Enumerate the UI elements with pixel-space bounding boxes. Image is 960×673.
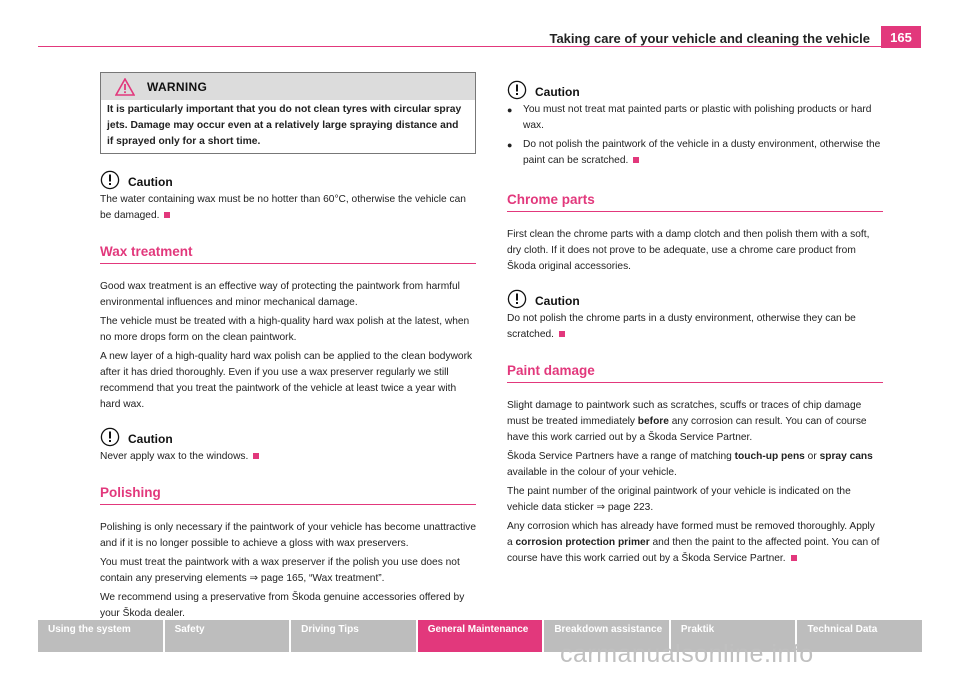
caution-icon: [507, 80, 527, 100]
caution-icon: [507, 289, 527, 309]
caution-title: Caution: [535, 85, 580, 99]
section-end-marker: [559, 331, 565, 337]
paragraph: The vehicle must be treated with a high-quality hard wax polish at the latest, when no more drops form on the clean paintwork.: [100, 316, 470, 343]
left-column: [100, 72, 476, 625]
caution-title: Caution: [128, 432, 173, 446]
nav-tab-safety[interactable]: Safety: [165, 620, 290, 652]
watermark: carmanualsonline.info: [560, 640, 814, 668]
caution-text: Never apply wax to the windows.: [100, 449, 476, 465]
paragraph: You must treat the paintwork with a wax preserver if the polish you use does not contain any preserving elements ⇒ page 165, “Wax treatment”.: [100, 557, 460, 584]
section-heading-paint-damage: Paint damage: [507, 363, 883, 383]
header-divider: [38, 46, 881, 47]
nav-tab-breakdown-assistance[interactable]: Breakdown assistance: [544, 620, 669, 652]
warning-header: [101, 73, 475, 100]
section-end-marker: [164, 212, 170, 218]
warning-triangle-icon: [115, 78, 135, 96]
page-header-title: Taking care of your vehicle and cleaning the vehicle: [549, 31, 870, 46]
right-column: [507, 72, 883, 570]
bullet-icon: ●: [507, 140, 513, 150]
caution-text: Do not polish the chrome parts in a dusty environment, otherwise they can be scratched.: [507, 313, 856, 340]
caution-icon: [100, 170, 120, 190]
warning-title: WARNING: [147, 79, 208, 94]
caution-heading: [507, 76, 883, 100]
nav-tab-general-maintenance[interactable]: General Maintenance: [418, 620, 543, 652]
warning-text: It is particularly important that you do not clean tyres with circular spray jets. Damage may occur even at a relatively large spraying distance and if sprayed only for a short time.: [107, 104, 462, 147]
paragraph: First clean the chrome parts with a damp clotch and then polish them with a soft, dry cloth. If it does not prove to be adequate, use a chrome care product from Škoda original accessories.: [507, 229, 870, 272]
paragraph: We recommend using a preservative from Škoda genuine accessories offered by your Škoda dealer.: [100, 592, 465, 619]
caution-text: The water containing wax must be no hotter than 60°C, otherwise the vehicle can be damaged.: [100, 194, 466, 221]
caution-icon: [100, 427, 120, 447]
caution-heading: [100, 423, 476, 447]
bullet-item: ● You must not treat mat painted parts or plastic with polishing products or hard wax.: [507, 102, 883, 137]
caution-title: Caution: [128, 175, 173, 189]
page-number: 165: [881, 26, 921, 48]
paragraph: Škoda Service Partners have a range of matching touch-up pens or spray cans available in the colour of your vehicle.: [507, 451, 873, 478]
paragraph: Good wax treatment is an effective way of protecting the paintwork from harmful environmental influences and minor mechanical damage.: [100, 281, 460, 308]
paragraph: The paint number of the original paintwork of your vehicle is indicated on the vehicle data sticker ⇒ page 223.: [507, 486, 851, 513]
section-end-marker: [791, 555, 797, 561]
bullet-item: ● Do not polish the paintwork of the vehicle in a dusty environment, otherwise the paint can be scratched.: [507, 137, 883, 172]
section-end-marker: [253, 453, 259, 459]
section-heading-chrome-parts: Chrome parts: [507, 192, 883, 212]
nav-tab-driving-tips[interactable]: Driving Tips: [291, 620, 416, 652]
paragraph: A new layer of a high-quality hard wax polish can be applied to the clean bodywork after it has dried thoroughly. Even if you use a wax preserver regularly we still recommend that you treat the paintwork of the vehicle at least twice a year with hard wax.: [100, 351, 473, 410]
paragraph: Slight damage to paintwork such as scratches, scuffs or traces of chip damage must be treated immediately before any corrosion can result. You can of course have this work carried out by a Škoda Service Partner.: [507, 400, 867, 443]
bullet-icon: ●: [507, 105, 513, 115]
warning-box: [100, 72, 476, 154]
paragraph: Polishing is only necessary if the paintwork of your vehicle has become unattractive and if it is no longer possible to achieve a gloss with wax preservers.: [100, 522, 476, 549]
nav-tab-technical-data[interactable]: Technical Data: [797, 620, 922, 652]
caution-heading: [100, 166, 476, 190]
caution-title: Caution: [535, 294, 580, 308]
section-end-marker: [633, 157, 639, 163]
nav-tab-praktik[interactable]: Praktik: [671, 620, 796, 652]
caution-heading: [507, 285, 883, 309]
nav-tab-using-the-system[interactable]: Using the system: [38, 620, 163, 652]
paragraph: Any corrosion which has already have formed must be removed thoroughly. Apply a corrosion protection primer and then the paint to the affected point. You can of course have this work carried out by a Škoda Service Partner.: [507, 521, 880, 564]
section-heading-polishing: Polishing: [100, 485, 476, 505]
section-heading-wax-treatment: Wax treatment: [100, 244, 476, 264]
